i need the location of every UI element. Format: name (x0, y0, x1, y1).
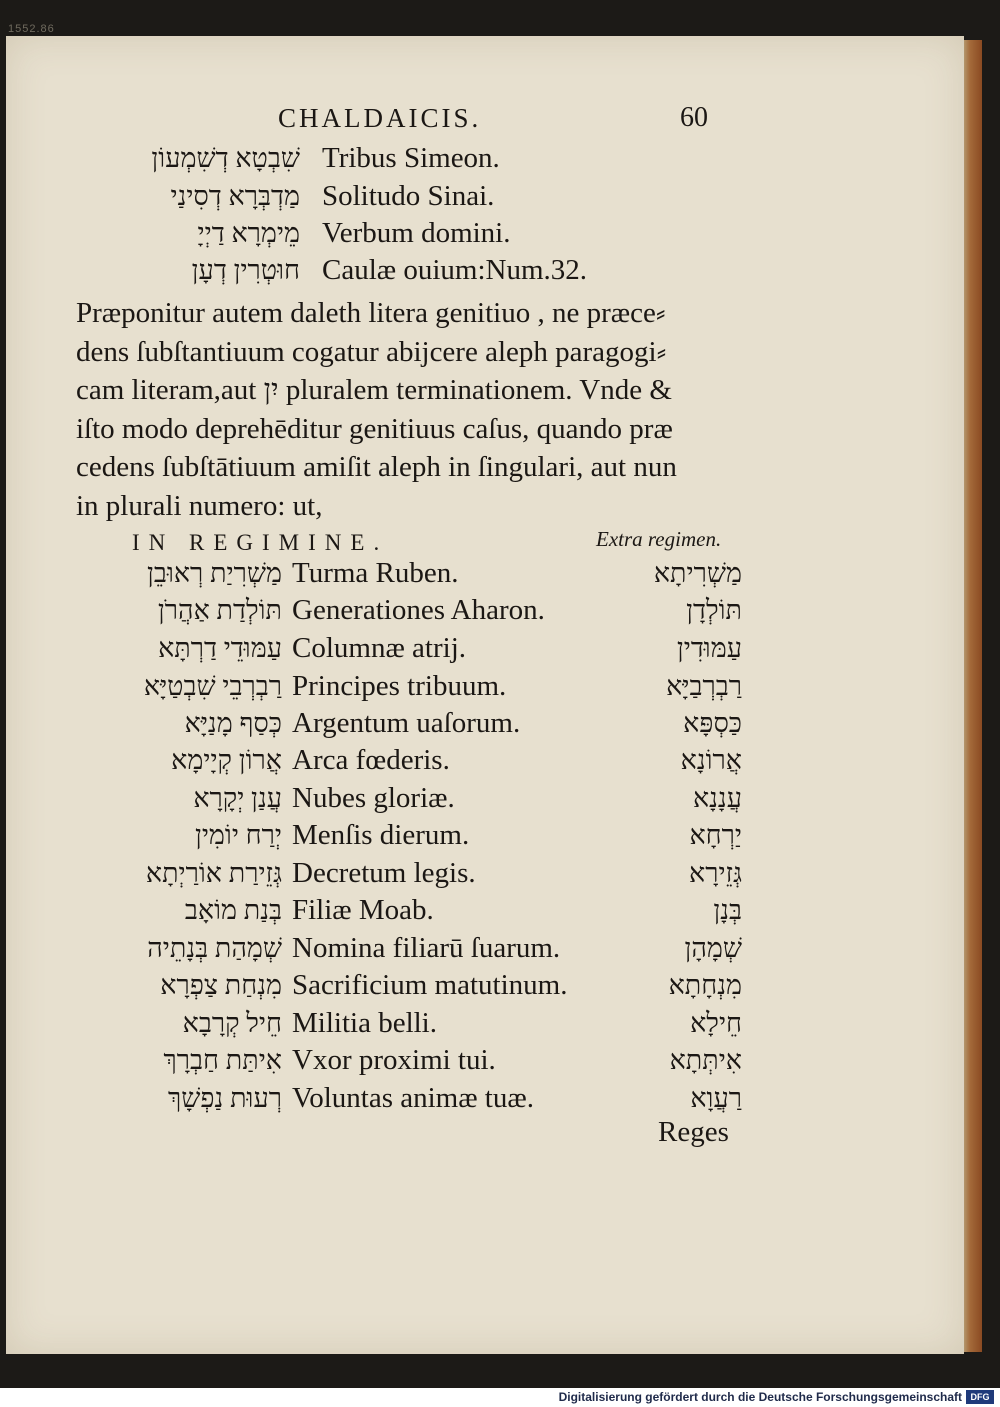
extra-hebrew: עַמּוּדִין (676, 633, 742, 663)
latin-gloss: Columnæ atrij. (292, 632, 466, 664)
regimen-hebrew: מִנְחַת צַפְרָא (160, 970, 282, 1000)
folio-number: 60 (680, 102, 708, 133)
latin-gloss: Turma Ruben. (292, 557, 459, 589)
latin-gloss: Voluntas animæ tuæ. (292, 1082, 534, 1114)
extra-hebrew: יַרְחָא (689, 820, 742, 850)
top-list-hebrew: מַדְבְּרָא דְסִינַי (170, 181, 300, 211)
extra-hebrew: גְּזֵירָא (689, 858, 742, 888)
latin-gloss: Generationes Aharon. (292, 594, 545, 626)
paragraph-line: Præponitur autem daleth litera genitiuo , ne præce⸗ (76, 297, 666, 329)
latin-gloss: Sacrificium matutinum. (292, 969, 568, 1001)
regimen-hebrew: שְׁמָהַת בְּנָתֵיה (147, 933, 282, 963)
paragraph-line: cedens ſubſtātiuum amiſit aleph in ſingulari, aut nun (76, 451, 677, 483)
regimen-hebrew: אֲרוֹן קְיָימָא (171, 745, 282, 775)
catchword: Reges (658, 1116, 729, 1148)
extra-hebrew: עֲנָנָא (692, 783, 742, 813)
corner-mark: 1552.86 (8, 23, 55, 35)
latin-gloss: Nubes gloriæ. (292, 782, 455, 814)
extra-hebrew: תּוֹלְדָן (686, 595, 742, 625)
latin-gloss: Arca fœderis. (292, 744, 450, 776)
latin-gloss: Militia belli. (292, 1007, 437, 1039)
regimen-hebrew: כְּסַף מָנַיָּא (184, 708, 282, 738)
regimen-hebrew: עֲנַן יְקָרָא (193, 783, 282, 813)
regimen-hebrew: רְעוּת נַפְשָׁךְ (168, 1083, 282, 1113)
extra-hebrew: אֲרוֹנָא (680, 745, 742, 775)
extra-hebrew: רַבְרְבַיָּא (666, 671, 742, 701)
extra-hebrew: חֵילָא (690, 1008, 742, 1038)
top-list-latin: Solitudo Sinai. (322, 180, 495, 212)
extra-hebrew: רַעֲוָא (690, 1083, 742, 1113)
digitization-footer (0, 1388, 1000, 1407)
regimen-hebrew: אִיתַּת חַבְרָךְ (163, 1045, 282, 1075)
top-list-latin: Verbum domini. (322, 217, 511, 249)
top-list-latin: Caulæ ouium:Num.32. (322, 254, 588, 286)
top-list-hebrew: מֵימְרָא דַיְיָ (197, 218, 300, 248)
latin-gloss: Nomina filiarū ſuarum. (292, 932, 561, 964)
regimen-hebrew: גְּזֵירַת אוֹרַיְתָא (145, 858, 282, 888)
paragraph-line: iſto modo deprehēditur genitiuus caſus, quando præ (76, 412, 673, 445)
regimen-hebrew: בְּנַת מוֹאָב (184, 895, 282, 925)
top-list-hebrew: חוּטְרִין דְעָן (191, 255, 300, 285)
extra-hebrew: מַשְׁרִיתָא (653, 558, 742, 588)
regimen-hebrew: עַמּוּדֵי דַרְתָּא (158, 633, 282, 663)
latin-gloss: Menſis dierum. (292, 819, 470, 851)
in-regimine-header: IN REGIMINE. (132, 530, 389, 555)
footer-credit: Digitalisierung gefördert durch die Deutsche Forschungsgemeinschaft (558, 1390, 962, 1404)
top-list-latin: Tribus Simeon. (322, 142, 500, 174)
latin-gloss: Decretum legis. (292, 857, 476, 889)
regimen-hebrew: חֵיל קְרָבָא (182, 1008, 282, 1038)
extra-regimen-header: Extra regimen. (596, 527, 722, 551)
regimen-hebrew: תּוֹלְדַת אַהֲרֹן (157, 595, 282, 625)
regimen-hebrew: רַבְרְבֵי שִׁבְטַיָּא (143, 671, 282, 701)
latin-gloss: Vxor proximi tui. (292, 1044, 496, 1076)
paragraph-line: cam literam,aut יִן pluralem terminationem. Vnde & (76, 374, 672, 406)
extra-hebrew: מִנְחָתָא (668, 970, 742, 1000)
latin-gloss: Filiæ Moab. (292, 894, 434, 926)
latin-gloss: Argentum uaſorum. (292, 707, 521, 739)
body-paragraph (76, 294, 738, 525)
dfg-logo-icon: DFG (966, 1390, 994, 1404)
extra-hebrew: אִיתְּתָא (669, 1045, 742, 1075)
latin-gloss: Principes tribuum. (292, 670, 507, 702)
extra-hebrew: שְׁמָהָן (684, 933, 742, 963)
running-head-title: CHALDAICIS. (278, 103, 482, 133)
extra-hebrew: כַּסְפָּא (683, 708, 742, 738)
page-edge (962, 40, 982, 1352)
paragraph-line: in plurali numero: ut, (76, 489, 323, 522)
paragraph-line: dens ſubſtantiuum cogatur abijcere aleph paragogi⸗ (76, 335, 667, 368)
regimen-hebrew: יְרַח יוֹמִין (194, 820, 282, 850)
regimen-hebrew: מַשְׁרִיַת רְאוּבֵן (147, 558, 282, 588)
extra-hebrew: בְּנָן (713, 895, 742, 925)
running-head (278, 98, 738, 138)
top-list-hebrew: שִׁבְטָא דְשִׁמְעוֹן (151, 143, 300, 173)
